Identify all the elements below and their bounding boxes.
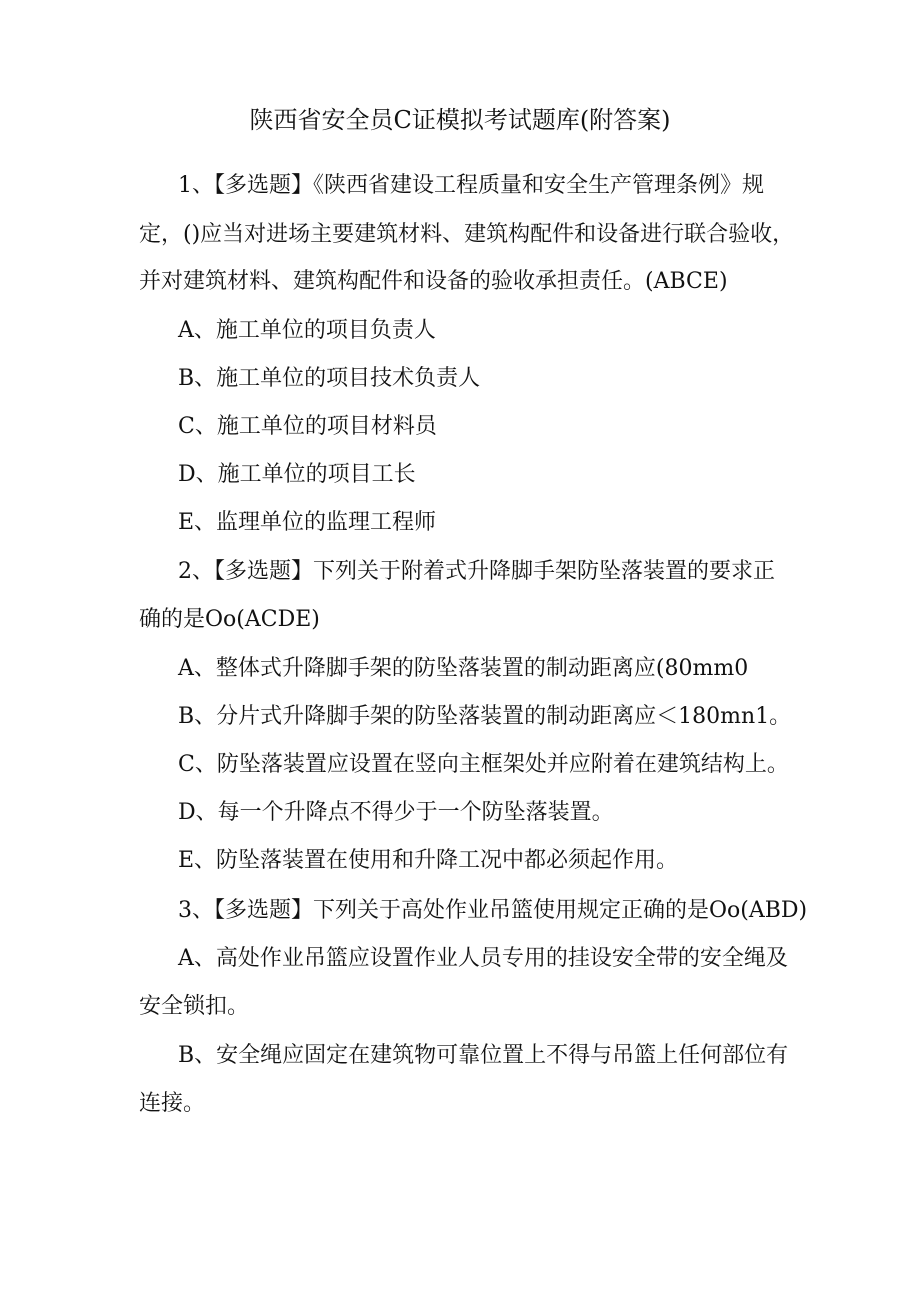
question-3-option-a-line-2: 安全锁扣。 [139, 994, 250, 1019]
question-1-option-e: E、监理单位的监理工程师 [178, 510, 437, 535]
question-1-stem-line-3: 并对建筑材料、建筑构配件和设备的验收承担责任。(ABCE) [139, 269, 728, 294]
question-1-stem-line-1: 1、【多选题】《陕西省建设工程质量和安全生产管理条例》规 [178, 173, 764, 198]
question-1-option-b: B、施工单位的项目技术负责人 [178, 366, 481, 391]
question-1-option-d: D、施工单位的项目工长 [178, 462, 416, 487]
question-1-stem-line-2: 定，()应当对进场主要建筑材料、建筑构配件和设备进行联合验收， [139, 222, 795, 247]
question-2-stem-line-2: 确的是Oo(ACDE) [139, 607, 320, 632]
question-2-option-e: E、防坠落装置在使用和升降工况中都必须起作用。 [178, 848, 679, 873]
question-3-option-b-line-2: 连接。 [139, 1091, 206, 1116]
question-2-option-b: B、分片式升降脚手架的防坠落装置的制动距离应＜180mn1。 [178, 704, 792, 729]
question-2-option-c: C、防坠落装置应设置在竖向主框架处并应附着在建筑结构上。 [178, 752, 789, 777]
question-1-option-a: A、施工单位的项目负责人 [178, 318, 436, 343]
question-2-option-d: D、每一个升降点不得少于一个防坠落装置。 [178, 800, 614, 825]
question-2-stem-line-1: 2、【多选题】下列关于附着式升降脚手架防坠落装置的要求正 [178, 559, 775, 584]
document-title: 陕西省安全员C证模拟考试题库(附答案) [249, 106, 671, 134]
question-1-option-c: C、施工单位的项目材料员 [178, 414, 437, 439]
question-3-option-b-line-1: B、安全绳应固定在建筑物可靠位置上不得与吊篮上任何部位有 [178, 1043, 789, 1068]
question-3-stem-line-1: 3、【多选题】下列关于高处作业吊篮使用规定正确的是Oo(ABD) [178, 898, 808, 923]
question-3-option-a-line-1: A、高处作业吊篮应设置作业人员专用的挂设安全带的安全绳及 [178, 946, 788, 971]
question-2-option-a: A、整体式升降脚手架的防坠落装置的制动距离应(80mm0 [178, 656, 749, 681]
